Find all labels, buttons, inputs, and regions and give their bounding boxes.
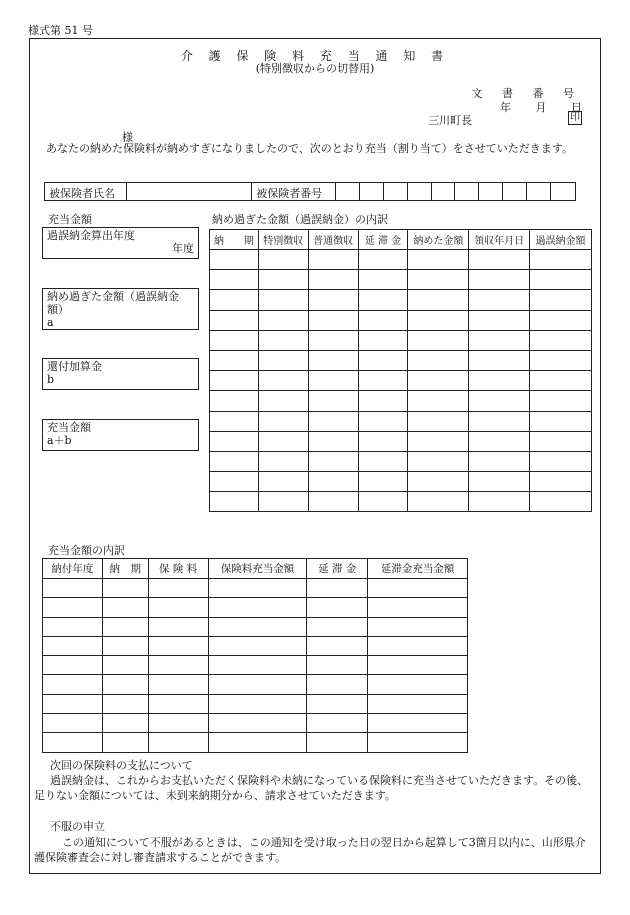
table-cell[interactable] — [358, 431, 408, 451]
day-label: 日 — [571, 101, 582, 114]
table-cell[interactable] — [210, 451, 259, 471]
insured-number-label: 被保険者番号 — [252, 183, 336, 200]
table-cell[interactable] — [358, 310, 408, 330]
insured-name-label: 被保険者氏名 — [45, 183, 127, 200]
table-cell[interactable] — [308, 431, 358, 451]
column-header: 延 滞 金 — [358, 230, 408, 250]
table-cell[interactable] — [530, 330, 592, 350]
table-cell[interactable] — [210, 371, 259, 391]
table-cell[interactable] — [208, 579, 307, 598]
table-cell[interactable] — [258, 290, 308, 310]
table-header-row — [210, 230, 592, 250]
table-row — [210, 431, 592, 451]
allocation-breakdown-heading: 充当金額の内訳 — [48, 544, 125, 557]
table-cell[interactable] — [102, 675, 148, 694]
overpaid-amount-box[interactable] — [42, 288, 199, 330]
table-cell[interactable] — [43, 694, 103, 713]
table-cell[interactable] — [408, 391, 469, 411]
column-header: 納付年度 — [43, 559, 103, 579]
insured-number-digit[interactable] — [408, 183, 432, 200]
table-cell[interactable] — [408, 250, 469, 270]
table-cell[interactable] — [43, 733, 103, 752]
table-cell[interactable] — [308, 411, 358, 431]
next-payment-heading: 次回の保険料の支払について — [50, 759, 193, 772]
table-cell[interactable] — [148, 675, 208, 694]
table-cell[interactable] — [308, 492, 358, 512]
column-header: 納めた金額 — [408, 230, 469, 250]
calc-year-unit: 年度 — [172, 242, 194, 255]
table-cell[interactable] — [358, 411, 408, 431]
table-cell[interactable] — [469, 451, 530, 471]
table-cell[interactable] — [258, 411, 308, 431]
table-cell[interactable] — [469, 270, 530, 290]
table-cell[interactable] — [208, 694, 307, 713]
refund-addition-label: 還付加算金 — [47, 360, 102, 373]
table-row — [210, 290, 592, 310]
table-cell[interactable] — [368, 714, 468, 733]
table-row — [43, 579, 468, 598]
table-row — [210, 492, 592, 512]
overpaid-symbol: a — [47, 316, 54, 329]
column-header: 領収年月日 — [469, 230, 530, 250]
table-cell[interactable] — [469, 492, 530, 512]
table-cell[interactable] — [210, 310, 259, 330]
overpaid-amount-label: 納め過ぎた金額（過誤納金額） — [47, 290, 179, 316]
appropriation-heading: 充当金額 — [48, 213, 92, 226]
table-row — [43, 694, 468, 713]
insured-number-digit[interactable] — [503, 183, 527, 200]
table-cell[interactable] — [530, 391, 592, 411]
table-cell[interactable] — [469, 431, 530, 451]
table-cell[interactable] — [210, 250, 259, 270]
table-row — [43, 598, 468, 617]
table-cell[interactable] — [358, 270, 408, 290]
table-cell[interactable] — [358, 330, 408, 350]
column-header: 延 滞 金 — [307, 559, 368, 579]
table-cell[interactable] — [469, 350, 530, 370]
table-cell[interactable] — [368, 675, 468, 694]
refund-addition-box[interactable] — [42, 358, 199, 390]
table-cell[interactable] — [530, 371, 592, 391]
table-cell[interactable] — [43, 656, 103, 675]
table-cell[interactable] — [469, 371, 530, 391]
overpaid-breakdown-body — [210, 250, 592, 512]
insured-name-field[interactable] — [127, 183, 253, 200]
table-cell[interactable] — [358, 250, 408, 270]
table-row — [43, 636, 468, 655]
insured-number-digit[interactable] — [336, 183, 360, 200]
appropriation-total-label: 充当金額 — [47, 421, 91, 434]
table-cell[interactable] — [258, 472, 308, 492]
table-cell[interactable] — [258, 371, 308, 391]
table-cell[interactable] — [307, 656, 368, 675]
table-cell[interactable] — [308, 350, 358, 370]
table-cell[interactable] — [408, 492, 469, 512]
column-header: 納 期 — [102, 559, 148, 579]
appropriation-total-formula: a＋b — [47, 434, 72, 447]
table-row — [210, 391, 592, 411]
table-cell[interactable] — [530, 431, 592, 451]
table-cell[interactable] — [530, 310, 592, 330]
table-cell[interactable] — [408, 451, 469, 471]
form-number: 様式第 51 号 — [28, 24, 93, 37]
table-cell[interactable] — [208, 733, 307, 752]
table-cell[interactable] — [43, 598, 103, 617]
table-cell[interactable] — [530, 350, 592, 370]
table-cell[interactable] — [258, 451, 308, 471]
table-cell[interactable] — [408, 371, 469, 391]
column-header: 納 期 — [210, 230, 259, 250]
table-cell[interactable] — [308, 290, 358, 310]
calc-year-box[interactable] — [42, 227, 199, 259]
table-row — [210, 270, 592, 290]
table-cell[interactable] — [308, 451, 358, 471]
insured-number-digit[interactable] — [551, 183, 575, 200]
table-row — [43, 656, 468, 675]
table-cell[interactable] — [408, 350, 469, 370]
table-row — [43, 714, 468, 733]
table-cell[interactable] — [43, 714, 103, 733]
table-cell[interactable] — [148, 694, 208, 713]
table-cell[interactable] — [148, 579, 208, 598]
table-row — [210, 310, 592, 330]
insured-number-digit[interactable] — [360, 183, 384, 200]
table-row — [43, 733, 468, 752]
table-cell[interactable] — [307, 675, 368, 694]
column-header: 普通徴収 — [308, 230, 358, 250]
table-cell[interactable] — [102, 656, 148, 675]
table-row — [210, 411, 592, 431]
table-cell[interactable] — [210, 431, 259, 451]
table-header-row — [43, 559, 468, 579]
table-cell[interactable] — [469, 250, 530, 270]
overpaid-breakdown-heading: 納め過ぎた金額（過誤納金）の内訳 — [212, 213, 388, 226]
table-cell[interactable] — [469, 391, 530, 411]
table-cell[interactable] — [358, 451, 408, 471]
table-cell[interactable] — [102, 598, 148, 617]
table-cell[interactable] — [208, 617, 307, 636]
table-cell[interactable] — [148, 656, 208, 675]
objection-text: この通知について不服があるときは、この通知を受け取った日の翌日から起算して3箇月以内に、山形県介護保険審査会に対し審査請求することができます。 — [34, 836, 586, 864]
table-row — [210, 250, 592, 270]
seal-stamp: 印 — [570, 112, 580, 123]
table-cell[interactable] — [307, 714, 368, 733]
table-cell[interactable] — [307, 617, 368, 636]
intro-text: あなたの納めた保険料が納めすぎになりましたので、次のとおり充当（割り当て）をさせていただきます。 — [46, 142, 573, 155]
month-label: 月 — [535, 101, 547, 114]
table-cell[interactable] — [408, 472, 469, 492]
allocation-breakdown-table — [42, 558, 468, 753]
table-cell[interactable] — [358, 350, 408, 370]
table-cell[interactable] — [208, 636, 307, 655]
table-row — [210, 472, 592, 492]
table-cell[interactable] — [43, 636, 103, 655]
table-cell[interactable] — [258, 350, 308, 370]
table-cell[interactable] — [358, 371, 408, 391]
page-title: 介 護 保 険 料 充 当 通 知 書 — [180, 49, 450, 63]
table-cell[interactable] — [102, 733, 148, 752]
table-cell[interactable] — [368, 598, 468, 617]
table-cell[interactable] — [43, 617, 103, 636]
table-cell[interactable] — [368, 636, 468, 655]
table-cell[interactable] — [148, 636, 208, 655]
table-row — [43, 617, 468, 636]
table-row — [43, 675, 468, 694]
table-cell[interactable] — [210, 270, 259, 290]
table-cell[interactable] — [308, 472, 358, 492]
insured-info-bar — [44, 182, 576, 201]
table-cell[interactable] — [148, 598, 208, 617]
table-cell[interactable] — [148, 617, 208, 636]
table-cell[interactable] — [102, 714, 148, 733]
table-cell[interactable] — [258, 310, 308, 330]
table-cell[interactable] — [368, 579, 468, 598]
table-cell[interactable] — [258, 250, 308, 270]
table-cell[interactable] — [208, 675, 307, 694]
table-cell[interactable] — [307, 733, 368, 752]
table-cell[interactable] — [368, 656, 468, 675]
page-subtitle: (特別徴収からの切替用) — [255, 62, 375, 75]
table-cell[interactable] — [408, 431, 469, 451]
table-row — [210, 451, 592, 471]
table-cell[interactable] — [530, 472, 592, 492]
table-cell[interactable] — [43, 579, 103, 598]
table-cell[interactable] — [148, 733, 208, 752]
issuer: 三川町長 — [428, 114, 472, 127]
table-cell[interactable] — [358, 290, 408, 310]
table-cell[interactable] — [208, 714, 307, 733]
table-cell[interactable] — [307, 598, 368, 617]
table-cell[interactable] — [210, 391, 259, 411]
column-header: 保 険 料 — [148, 559, 208, 579]
insured-number-digit[interactable] — [455, 183, 479, 200]
insured-number-digit[interactable] — [527, 183, 551, 200]
table-cell[interactable] — [308, 270, 358, 290]
table-cell[interactable] — [358, 472, 408, 492]
table-cell[interactable] — [469, 472, 530, 492]
table-cell[interactable] — [43, 675, 103, 694]
table-cell[interactable] — [530, 451, 592, 471]
table-cell[interactable] — [469, 330, 530, 350]
column-header: 延滞金充当金額 — [368, 559, 468, 579]
table-cell[interactable] — [530, 290, 592, 310]
appropriation-total-box[interactable] — [42, 419, 199, 451]
table-cell[interactable] — [308, 250, 358, 270]
table-cell[interactable] — [258, 492, 308, 512]
table-row — [210, 350, 592, 370]
table-cell[interactable] — [210, 472, 259, 492]
table-cell[interactable] — [102, 579, 148, 598]
table-cell[interactable] — [368, 617, 468, 636]
table-cell[interactable] — [530, 492, 592, 512]
table-cell[interactable] — [210, 330, 259, 350]
table-cell[interactable] — [308, 310, 358, 330]
table-cell[interactable] — [210, 350, 259, 370]
table-cell[interactable] — [258, 391, 308, 411]
table-row — [210, 371, 592, 391]
table-cell[interactable] — [102, 694, 148, 713]
objection-heading: 不服の申立 — [50, 820, 105, 833]
allocation-breakdown-body — [43, 579, 468, 753]
table-cell[interactable] — [358, 492, 408, 512]
column-header: 特別徴収 — [258, 230, 308, 250]
next-payment-text: 過誤納金は、これからお支払いただく保険料や未納になっている保険料に充当させていただきます。その後、足りない金額については、未到来納期分から、請求させていただきます。 — [34, 774, 589, 802]
document-number-label: 文 書 番 号 — [471, 87, 582, 100]
honorific: 様 — [122, 131, 133, 144]
column-header: 過誤納金額 — [530, 230, 592, 250]
table-cell[interactable] — [308, 371, 358, 391]
table-cell[interactable] — [368, 694, 468, 713]
insured-number-digit[interactable] — [479, 183, 503, 200]
table-cell[interactable] — [408, 290, 469, 310]
table-cell[interactable] — [408, 270, 469, 290]
insured-number-digit[interactable] — [384, 183, 408, 200]
table-cell[interactable] — [530, 250, 592, 270]
table-cell[interactable] — [208, 656, 307, 675]
insured-number-digit[interactable] — [432, 183, 456, 200]
table-cell[interactable] — [408, 411, 469, 431]
table-cell[interactable] — [258, 270, 308, 290]
column-header: 保険料充当金額 — [208, 559, 307, 579]
calc-year-label: 過誤納金算出年度 — [47, 229, 135, 242]
refund-addition-symbol: b — [47, 373, 55, 386]
table-cell[interactable] — [530, 411, 592, 431]
table-cell[interactable] — [210, 492, 259, 512]
table-cell[interactable] — [469, 310, 530, 330]
table-cell[interactable] — [469, 290, 530, 310]
table-cell[interactable] — [148, 714, 208, 733]
table-cell[interactable] — [307, 636, 368, 655]
table-cell[interactable] — [307, 694, 368, 713]
table-cell[interactable] — [258, 330, 308, 350]
table-cell[interactable] — [258, 431, 308, 451]
table-cell[interactable] — [307, 579, 368, 598]
table-cell[interactable] — [102, 636, 148, 655]
table-cell[interactable] — [408, 330, 469, 350]
table-cell[interactable] — [210, 411, 259, 431]
table-cell[interactable] — [210, 290, 259, 310]
table-cell[interactable] — [368, 733, 468, 752]
overpaid-breakdown-table — [209, 229, 592, 512]
table-cell[interactable] — [102, 617, 148, 636]
table-cell[interactable] — [530, 270, 592, 290]
table-cell[interactable] — [208, 598, 307, 617]
notice-frame — [29, 38, 601, 874]
table-row — [210, 330, 592, 350]
table-cell[interactable] — [469, 411, 530, 431]
year-label: 年 — [500, 101, 511, 114]
table-cell[interactable] — [308, 330, 358, 350]
table-cell[interactable] — [308, 391, 358, 411]
table-cell[interactable] — [408, 310, 469, 330]
table-cell[interactable] — [358, 391, 408, 411]
